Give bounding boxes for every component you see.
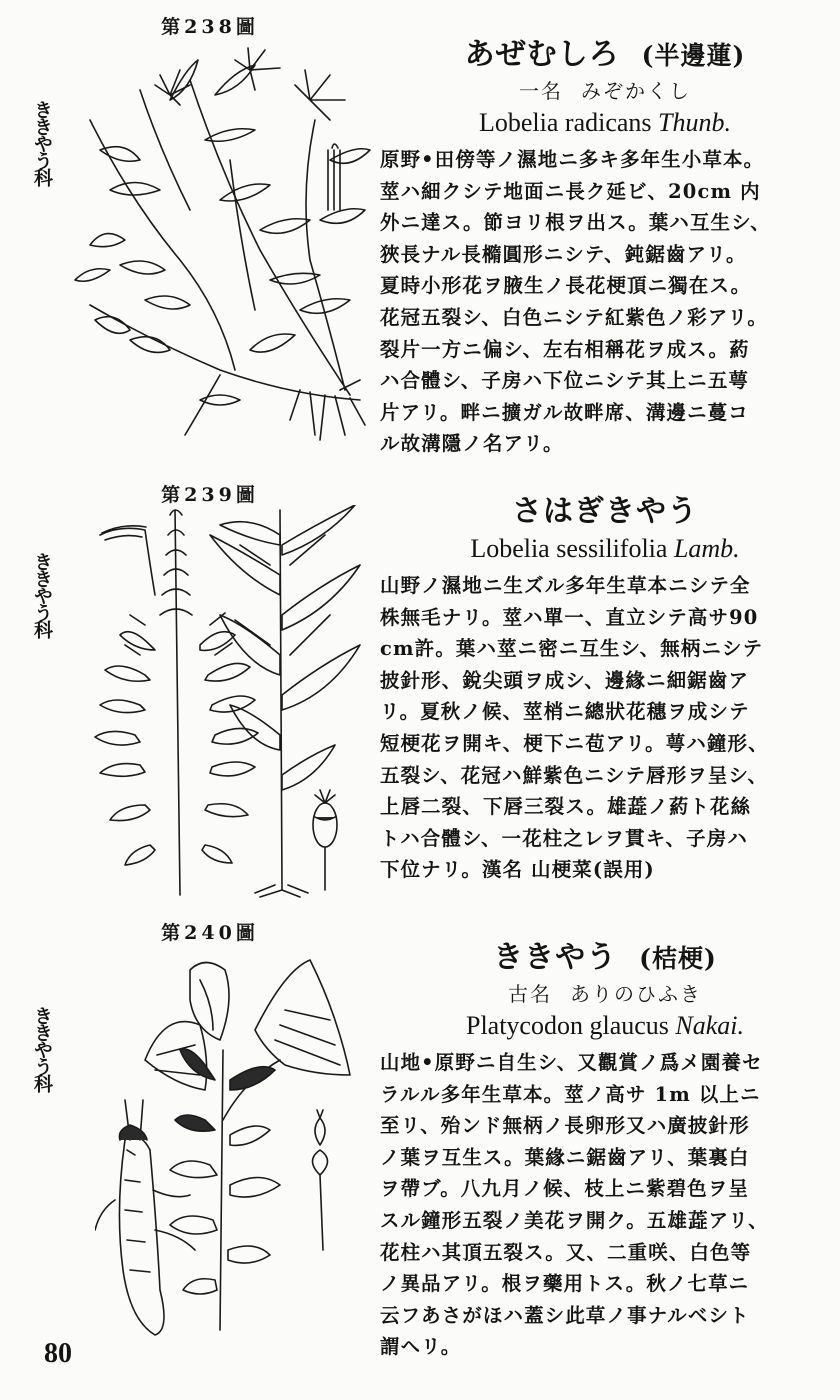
description-line: 裂片一方ニ偏シ、左右相稱花ヲ成ス。葯 <box>380 337 750 361</box>
entry-platycodon-glaucus <box>380 938 830 1363</box>
alias-line <box>380 979 830 1009</box>
latin-author: Lamb. <box>673 534 740 563</box>
entry-lobelia-radicans <box>380 35 830 460</box>
latin-author: Thunb. <box>658 108 731 137</box>
description <box>380 1047 830 1363</box>
description-line: ハ合體シ、子房ハ下位ニシテ其上ニ五萼 <box>380 369 750 393</box>
japanese-name: ききやう <box>493 940 618 975</box>
description-line: 五裂シ、花冠ハ鮮紫色ニシテ唇形ヲ呈シ、 <box>380 763 769 787</box>
alias-line <box>380 76 830 106</box>
description-line: 至リ、殆ンド無柄ノ長卵形又ハ廣披針形 <box>380 1114 750 1138</box>
description-line: ル故溝隱ノ名アリ。 <box>380 432 564 456</box>
japanese-name: あぜむしろ <box>464 37 620 72</box>
plant-illustration-platycodon-glaucus <box>95 950 375 1350</box>
alias-name: みぞかくし <box>581 79 691 103</box>
description-line: 狹長ナル長橢圓形ニシテ、鈍鋸齒アリ。 <box>380 242 747 266</box>
description-line: 上唇二裂、下唇三裂ス。雄蕋ノ葯ト花絲 <box>380 795 752 819</box>
plant-illustration-lobelia-sessilifolia <box>90 505 375 900</box>
description-line: 外ニ達ス。節ヨリ根ヲ出ス。葉ハ互生シ、 <box>380 211 771 235</box>
description-line: トハ合體シ、一花柱之レヲ貫キ、子房ハ <box>380 826 748 850</box>
plant-drawing-icon <box>90 505 375 900</box>
kanji-name: (半邊蓮) <box>641 41 746 70</box>
description-line: スル鐘形五裂ノ美花ヲ開ク。五雄蕋アリ、 <box>380 1208 769 1232</box>
latin-binomial: Lobelia sessilifolia <box>470 534 668 563</box>
plant-drawing-icon <box>70 40 375 450</box>
figure-label: 第238圖 <box>161 16 259 38</box>
description-line: 夏時小形花ヲ腋生ノ長花梗頂ニ獨在ス。 <box>380 274 752 298</box>
latin-name <box>380 532 830 566</box>
alias-prefix: 一名 <box>519 79 563 103</box>
japanese-name: さはぎきやう <box>512 494 698 529</box>
entry-title <box>380 35 830 76</box>
description-line: 花柱ハ其頂五裂ス。又、二重咲、白色等 <box>380 1240 752 1264</box>
page-number: 80 <box>44 1338 72 1369</box>
description-line: 謂ヘリ。 <box>380 1335 462 1359</box>
alias-prefix: 古名 <box>508 982 552 1006</box>
latin-name <box>380 106 830 140</box>
family-label: ききやう科 <box>31 100 53 185</box>
description-line: ノ異品アリ。根ヲ藥用トス。秋ノ七草ニ <box>380 1272 750 1296</box>
latin-name <box>380 1009 830 1043</box>
plant-illustration-lobelia-radicans <box>70 40 375 450</box>
description-line: ヲ帶ブ。八九月ノ候、枝上ニ紫碧色ヲ呈 <box>380 1177 750 1201</box>
entry-title <box>380 938 830 979</box>
description <box>380 144 830 460</box>
description-line: 株無毛ナリ。莖ハ單一、直立シテ高サ90 <box>380 605 759 629</box>
description-line: cm許。葉ハ莖ニ密ニ互生シ、無柄ニシテ <box>380 637 764 661</box>
alias-name: ありのひふき <box>570 982 702 1006</box>
description <box>380 570 830 886</box>
description-line: 花冠五裂シ、白色ニシテ紅紫色ノ彩アリ。 <box>380 305 768 329</box>
entry-title <box>380 492 830 532</box>
description-line: リ。夏秋ノ候、莖梢ニ總狀花穗ヲ成シテ <box>380 700 750 724</box>
family-label: ききやう科 <box>31 552 53 637</box>
latin-author: Nakai. <box>675 1011 745 1040</box>
description-line: 山地•原野ニ自生シ、又觀賞ノ爲メ園養セ <box>380 1051 763 1074</box>
description-line: 下位ナリ。漢名 山梗菜(誤用) <box>380 858 655 882</box>
description-line: 山野ノ濕地ニ生ズル多年生草本ニシテ全 <box>380 574 751 597</box>
figure-label: 第240圖 <box>161 922 259 944</box>
description-line: 短梗花ヲ開キ、梗下ニ苞アリ。萼ハ鐘形、 <box>380 731 769 755</box>
description-line: 莖ハ細クシテ地面ニ長ク延ビ、20cm 内 <box>380 179 761 203</box>
description-line: 云フあさがほハ蓋シ此草ノ事ナルベシト <box>380 1303 750 1327</box>
figure-label: 第239圖 <box>161 484 259 506</box>
family-label: ききやう科 <box>31 1006 53 1091</box>
description-line: ラルル多年生草本。莖ノ高サ 1m 以上ニ <box>380 1082 761 1106</box>
description-line: ノ葉ヲ互生ス。葉緣ニ鋸齒アリ、葉裏白 <box>380 1145 750 1169</box>
description-line: 原野•田傍等ノ濕地ニ多キ多年生小草本。 <box>380 148 765 171</box>
latin-binomial: Platycodon glaucus <box>465 1011 669 1040</box>
description-line: 披針形、銳尖頭ヲ成シ、邊緣ニ細鋸齒ア <box>380 668 750 692</box>
plant-drawing-icon <box>95 950 375 1350</box>
entry-lobelia-sessilifolia <box>380 492 830 886</box>
latin-binomial: Lobelia radicans <box>479 108 652 137</box>
description-line: 片アリ。畔ニ擴ガル故畔席、溝邊ニ蔓コ <box>380 400 749 424</box>
kanji-name: (桔梗) <box>639 944 717 973</box>
